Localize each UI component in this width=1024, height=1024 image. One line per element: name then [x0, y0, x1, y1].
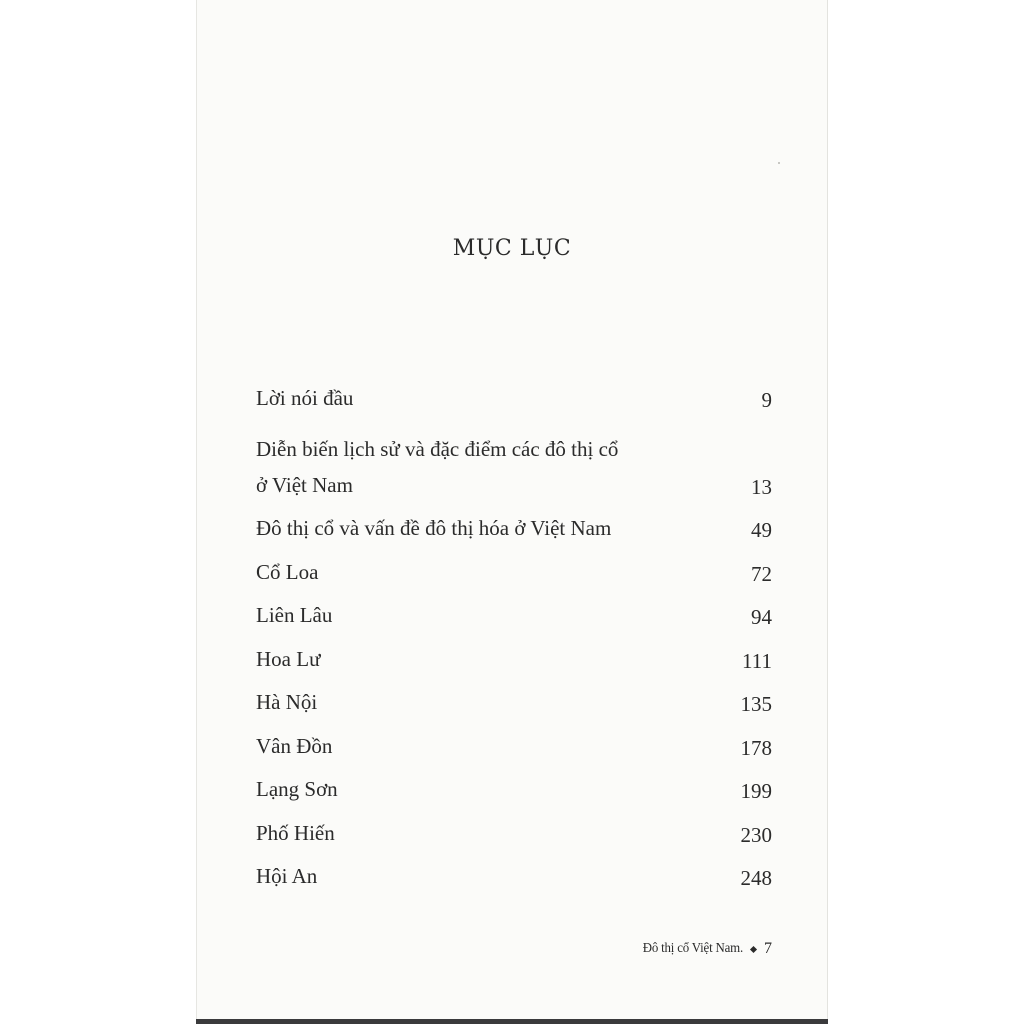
toc-entry-title: Đô thị cổ và vấn đề đô thị hóa ở Việt Nam [256, 516, 612, 540]
toc-entry-title: Cổ Loa [256, 559, 319, 584]
toc-entry-page-number: 72 [751, 561, 772, 586]
table-of-contents [256, 372, 772, 894]
toc-entry-page-number: 13 [751, 474, 772, 499]
toc-entry-title: Hội An [256, 864, 318, 888]
toc-entry-title: Liên Lâu [256, 603, 333, 627]
page-title: MỤC LỤC [452, 236, 572, 261]
toc-entry [256, 503, 772, 547]
toc-entry [256, 807, 772, 851]
page-bottom-edge [196, 1019, 828, 1024]
toc-entry [256, 416, 772, 503]
toc-entry-page-number: 248 [740, 866, 772, 890]
toc-entry-title: Lạng Sơn [256, 777, 338, 801]
footer-book-title: Đô thị cổ Việt Nam. [642, 941, 743, 956]
toc-entry [256, 546, 772, 590]
toc-entry-page-number: 135 [740, 692, 772, 716]
toc-entry-page-number: 230 [740, 822, 772, 847]
toc-entry [256, 633, 772, 677]
toc-entry-title: Vân Đồn [256, 733, 333, 758]
toc-entry-title: Phố Hiến [256, 820, 335, 845]
toc-entry [256, 851, 772, 895]
running-footer [634, 940, 772, 958]
toc-entry-title: Lời nói đầu [256, 385, 354, 410]
toc-entry-page-number: 49 [751, 518, 772, 542]
toc-entry-page-number: 9 [761, 387, 772, 412]
toc-entry [256, 720, 772, 764]
diamond-bullet-icon [750, 945, 757, 952]
toc-entry-page-number: 94 [751, 605, 772, 629]
toc-entry-title: Hà Nội [256, 690, 318, 714]
toc-entry-page-number: 111 [742, 648, 772, 673]
scan-speck [778, 162, 780, 164]
footer-page-number: 7 [764, 940, 772, 957]
toc-entry-page-number: 178 [740, 735, 772, 760]
toc-entry [256, 372, 772, 416]
toc-entry [256, 677, 772, 721]
toc-entry-page-number: 199 [740, 779, 772, 803]
toc-entry-title: Diễn biến lịch sử và đặc điểm các đô thị cổ ở Việt Nam [256, 436, 619, 497]
toc-entry [256, 590, 772, 634]
toc-entry-title: Hoa Lư [256, 646, 321, 671]
toc-entry [256, 764, 772, 808]
